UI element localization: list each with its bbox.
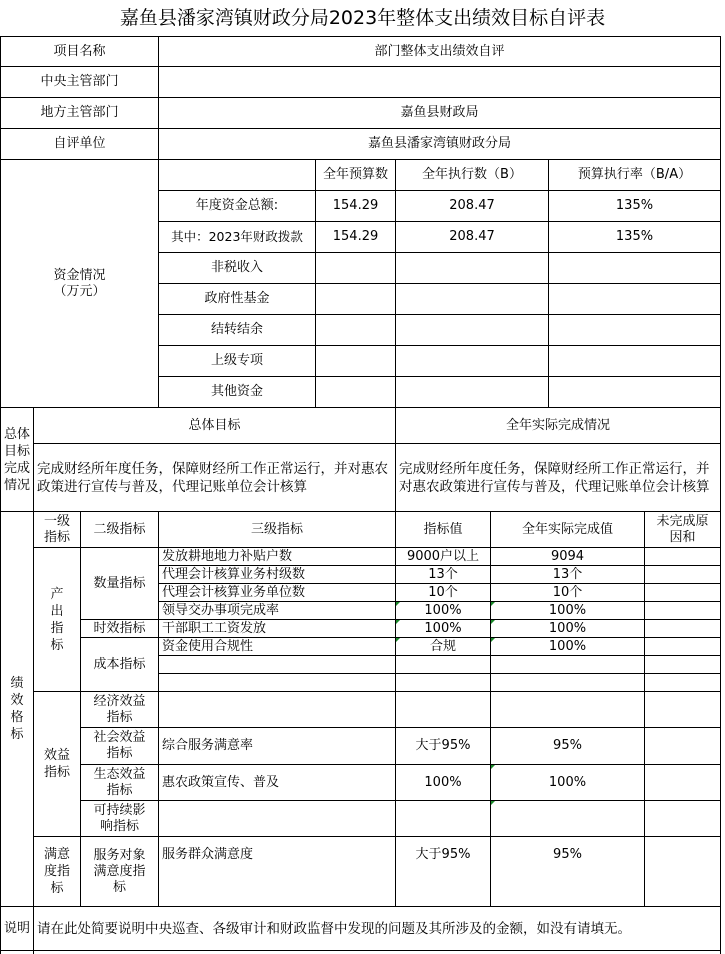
satisfaction-indicator-label: 满意 度指 标 <box>43 847 70 896</box>
indicator-actual: 100% <box>548 638 587 654</box>
indicator-name: 领导交办事项完成率 <box>162 602 280 618</box>
funds-row-executed: 208.47 <box>449 198 495 213</box>
perf-header-actual: 全年实际完成值 <box>521 521 613 537</box>
indicator-name: 代理会计核算业务村级数 <box>162 566 306 582</box>
funds-row-label: 其他资金 <box>210 384 263 399</box>
service-satisfaction-label: 服务对象 满意度指 标 <box>93 847 146 895</box>
eco-benefit-label: 生态效益 指标 <box>93 766 146 798</box>
funds-header-executed: 全年执行数（B） <box>422 167 522 182</box>
funds-row-budget: 154.29 <box>332 198 379 213</box>
indicator-actual: 13个 <box>552 566 583 582</box>
indicator-value: 100% <box>424 774 462 790</box>
perf-header-value: 指标值 <box>423 521 463 537</box>
econ-benefit-label: 经济效益 指标 <box>93 693 146 725</box>
overall-actual-text: 完成财经所年度任务，保障财经所工作正常运行，并对惠农政策进行宣传与普及，代理记账单位会计核算 <box>399 460 710 495</box>
indicator-value: 合规 <box>429 638 456 654</box>
quantity-indicator-label: 数量指标 <box>93 575 146 591</box>
funds-row-executed <box>396 377 548 407</box>
funds-row-label: 年度资金总额: <box>195 198 279 213</box>
overall-actual-header: 全年实际完成情况 <box>505 417 610 433</box>
funds-row-executed <box>396 315 548 345</box>
indicator-value: 9000户以上 <box>406 548 480 564</box>
funds-row-executed: 208.47 <box>449 229 495 244</box>
perf-header-level3: 三级指标 <box>250 521 303 537</box>
eval-unit-value: 嘉鱼县潘家湾镇财政分局 <box>367 136 511 151</box>
note-text: 请在此处简要说明中央巡查、各级审计和财政监督中发现的问题及其所涉及的金额，如没有请填无。 <box>37 920 631 937</box>
perf-header-reason: 未完成原 因和 <box>656 513 709 545</box>
funds-header-budget: 全年预算数 <box>322 167 388 182</box>
page-title: 嘉鱼县潘家湾镇财政分局2023年整体支出绩效目标自评表 <box>119 7 606 29</box>
indicator-value: 大于95% <box>415 846 471 862</box>
funds-row-executed <box>396 346 548 376</box>
funds-row-budget <box>316 377 395 407</box>
timeliness-indicator-label: 时效指标 <box>93 620 146 636</box>
indicator-actual: 100% <box>548 774 587 790</box>
benefit-indicator-label: 效益 指标 <box>43 748 70 780</box>
central-dept-label: 中央主管部门 <box>40 74 119 89</box>
indicator-name: 发放耕地地力补贴户数 <box>162 548 293 564</box>
funds-row-rate <box>549 346 720 376</box>
local-dept-value: 嘉鱼县财政局 <box>400 105 479 120</box>
funds-row-budget <box>316 253 395 283</box>
indicator-name: 综合服务满意率 <box>162 738 254 753</box>
overall-goal-text: 完成财经所年度任务，保障财经所工作正常运行，并对惠农政策进行宣传与普及，代理记账单位会计核算 <box>37 460 388 495</box>
project-name-label: 项目名称 <box>53 43 106 59</box>
funds-section-label: 资金情况 （万元） <box>53 267 106 299</box>
funds-row-executed <box>396 253 548 283</box>
funds-row-rate <box>549 253 720 283</box>
funds-row-budget: 154.29 <box>332 229 379 244</box>
overall-side-label: 总体 目标 完成 情况 <box>3 426 30 493</box>
eval-unit-label: 自评单位 <box>53 136 106 151</box>
perf-side-label: 绩 效 格 标 <box>10 676 24 742</box>
funds-row-rate: 135% <box>615 229 654 244</box>
indicator-value: 10个 <box>428 584 458 600</box>
funds-header-rate: 预算执行率（B/A） <box>577 167 692 182</box>
funds-row-executed <box>396 284 548 314</box>
sustain-benefit-label: 可持续影 响指标 <box>93 802 146 834</box>
output-indicator-label: 产 出 指 标 <box>50 586 64 653</box>
cost-indicator-label: 成本指标 <box>93 656 146 672</box>
funds-row-budget <box>316 284 395 314</box>
funds-row-label: 政府性基金 <box>204 291 270 306</box>
perf-header-level1: 一级 指标 <box>43 513 70 545</box>
funds-row-label: 上级专项 <box>210 353 263 368</box>
indicator-actual: 100% <box>548 620 587 636</box>
funds-row-budget <box>316 346 395 376</box>
indicator-value: 13个 <box>428 566 458 582</box>
funds-row-rate <box>549 284 720 314</box>
central-dept-value <box>159 67 720 97</box>
indicator-actual: 95% <box>553 738 582 753</box>
funds-row-label: 结转结余 <box>210 322 263 337</box>
indicator-name: 资金使用合规性 <box>162 638 254 654</box>
indicator-name: 服务群众满意度 <box>162 846 254 862</box>
indicator-actual: 100% <box>548 602 587 618</box>
project-name-value: 部门整体支出绩效自评 <box>374 43 505 59</box>
indicator-name: 惠农政策宣传、普及 <box>162 774 280 790</box>
note-label: 说明 <box>3 920 30 936</box>
cell-marker <box>491 801 495 805</box>
indicator-actual: 10个 <box>552 584 583 600</box>
indicator-name: 代理会计核算业务单位数 <box>162 584 306 600</box>
perf-header-level2: 二级指标 <box>93 521 146 537</box>
indicator-actual: 9094 <box>550 548 585 564</box>
funds-row-rate <box>549 377 720 407</box>
indicator-value: 100% <box>424 620 462 636</box>
funds-row-budget <box>316 315 395 345</box>
indicator-value: 大于95% <box>415 738 471 753</box>
overall-goal-header: 总体目标 <box>188 417 241 433</box>
funds-row-label: 其中：2023年财政拨款 <box>171 229 303 244</box>
social-benefit-label: 社会效益 指标 <box>93 730 146 761</box>
funds-row-rate: 135% <box>615 198 654 213</box>
funds-row-label: 非税收入 <box>210 260 263 275</box>
indicator-actual: 95% <box>553 846 582 862</box>
local-dept-label: 地方主管部门 <box>40 105 119 120</box>
indicator-value: 100% <box>424 602 462 618</box>
indicator-name: 干部职工工资发放 <box>162 620 267 636</box>
funds-row-rate <box>549 315 720 345</box>
